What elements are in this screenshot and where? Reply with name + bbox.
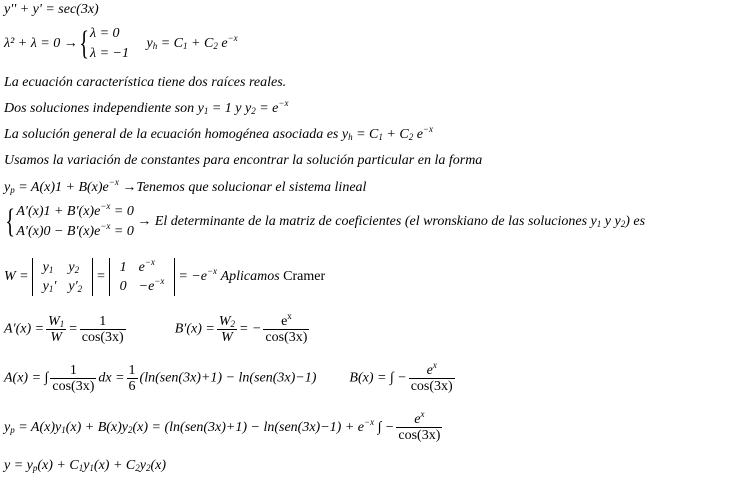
bprime-frac-1-num: $W_2$: [218, 314, 236, 329]
bprime-frac-2: [263, 311, 309, 345]
bprime-frac-1: [217, 314, 237, 345]
aprime-frac-1-num: $W_1$: [48, 314, 65, 329]
ax-coef: [127, 363, 138, 394]
ode-text: y'' + y' = sec(3x): [4, 2, 99, 17]
root-2: λ = −1: [90, 46, 130, 61]
aprime-frac-1: [46, 314, 66, 345]
ax-rest: (ln(sen(3x)+1) − ln(sen(3x)−1): [139, 370, 317, 386]
yp-form-line: $y_p = A(x)1 + B(x)e^{-x}$ →Tenemos que solucionar el sistema lineal: [4, 177, 367, 195]
ax-label: A(x) = ∫: [4, 370, 49, 386]
ax-coef-num: 1: [128, 363, 136, 378]
w2-cell-22: $-e^{-x}$: [138, 276, 165, 294]
aprime-frac-2-num: 1: [80, 314, 126, 330]
bx-frac-num: $e^x$: [409, 363, 455, 379]
w1-cell-11: $y_1$: [42, 260, 54, 275]
aprime-frac-2: [80, 314, 126, 345]
root-1: λ = 0: [90, 26, 120, 41]
ax-line: [4, 360, 457, 394]
w1-cell-12: $y_2$: [68, 260, 80, 275]
wronskian-matrix-numeric: [109, 258, 176, 296]
system-eq-2: $A'(x)0 - B'(x)e^{-x} = 0$: [16, 221, 134, 239]
left-brace: {: [78, 25, 89, 62]
w1-cell-22: $y'_2$: [68, 279, 83, 294]
aprime-frac-2-den: cos(3x): [81, 330, 124, 345]
cramer-note: Aplicamos: [220, 269, 280, 284]
system-eq-1: $A'(x)1 + B'(x)e^{-x} = 0$: [16, 201, 134, 219]
yp-frac: [396, 409, 442, 443]
final-line: $y = y_p(x) + C_1y_1(x) + C_2y_2(x)$: [4, 458, 167, 473]
yp-full-text: $y_p = A(x)y_1(x) + B(x)y_2(x) = (\ln(sen(3x)+1) - \ln(sen(3x)-1) + e^{-x}$ ∫ −: [4, 416, 395, 435]
bprime-frac-2-den: cos(3x): [265, 330, 308, 345]
ode-line: [4, 2, 99, 18]
w-result: = $-e^{-x}$: [178, 266, 218, 284]
ax-frac-num: 1: [50, 363, 96, 379]
bx-label: B(x) = ∫ −: [349, 370, 407, 386]
wronskian-matrix-symbolic: [32, 258, 94, 296]
wronskian-line: W = $y_1$ $y_2$ $y_1'$ $y'_2$ = 1 $e^{-x}$ 0 $-e^{-x}$ = $-e^{-x}$ Aplicamos Cramer: [4, 257, 326, 294]
w2-cell-21: 0: [119, 279, 127, 294]
ax-frac: [50, 363, 96, 394]
linear-system: [16, 202, 134, 242]
aprime-label: A′(x) =: [4, 321, 45, 337]
bx-frac: [409, 360, 455, 394]
bprime-frac-2-num: $e^x$: [263, 314, 309, 330]
w1-cell-21: $y_1'$: [42, 279, 57, 294]
char-eq-text: λ² + λ = 0 →: [4, 36, 78, 51]
bprime-label: B′(x) =: [174, 321, 215, 337]
ax-frac-den: cos(3x): [52, 379, 95, 394]
yp-frac-num: $e^x$: [396, 412, 442, 428]
w-label: W =: [4, 269, 29, 284]
cramer-word: Cramer: [283, 269, 326, 284]
w2-cell-12: $e^{-x}$: [138, 257, 155, 275]
text-line-3: La solución general de la ecuación homogénea asociada es $y_h = C_1 + C_2$ $e^{-x}$: [4, 124, 433, 142]
char-eq-line: [4, 24, 238, 64]
system-brace: {: [5, 203, 16, 240]
text-line-1: La ecuación característica tiene dos raíces reales.: [4, 75, 287, 90]
yp-frac-den: cos(3x): [398, 428, 441, 443]
system-line: [4, 202, 645, 242]
aprime-frac-1-den: W: [50, 330, 63, 345]
w2-cell-11: 1: [119, 260, 127, 275]
text-line-2: Dos soluciones independiente son $y_1 = 1$ y $y_2 = e^{-x}$: [4, 98, 289, 116]
system-text: → El determinante de la matriz de coeficientes (el wronskiano de las soluciones $y_1$ y $y_2$) es: [137, 214, 646, 229]
aprime-line: A′(x) = $\frac{W_1}{W}$ = $\frac{1}{\cos(3x)}$ B′(x) = $\frac{W_2}{W}$ = − $\frac{e^x}{\cos(3x)}$: [4, 311, 308, 345]
ax-dx: dx =: [98, 370, 125, 386]
yp-full-line: [4, 409, 444, 443]
ax-coef-den: 6: [128, 379, 136, 394]
text-line-4: Usamos la variación de constantes para encontrar la solución particular en la forma: [4, 153, 483, 168]
roots-system: [90, 24, 129, 64]
bprime-frac-1-den: W: [221, 330, 233, 345]
yh-short: $y_h = C_1 + C_2$ $e^{-x}$: [146, 33, 238, 51]
bx-frac-den: cos(3x): [410, 379, 453, 394]
